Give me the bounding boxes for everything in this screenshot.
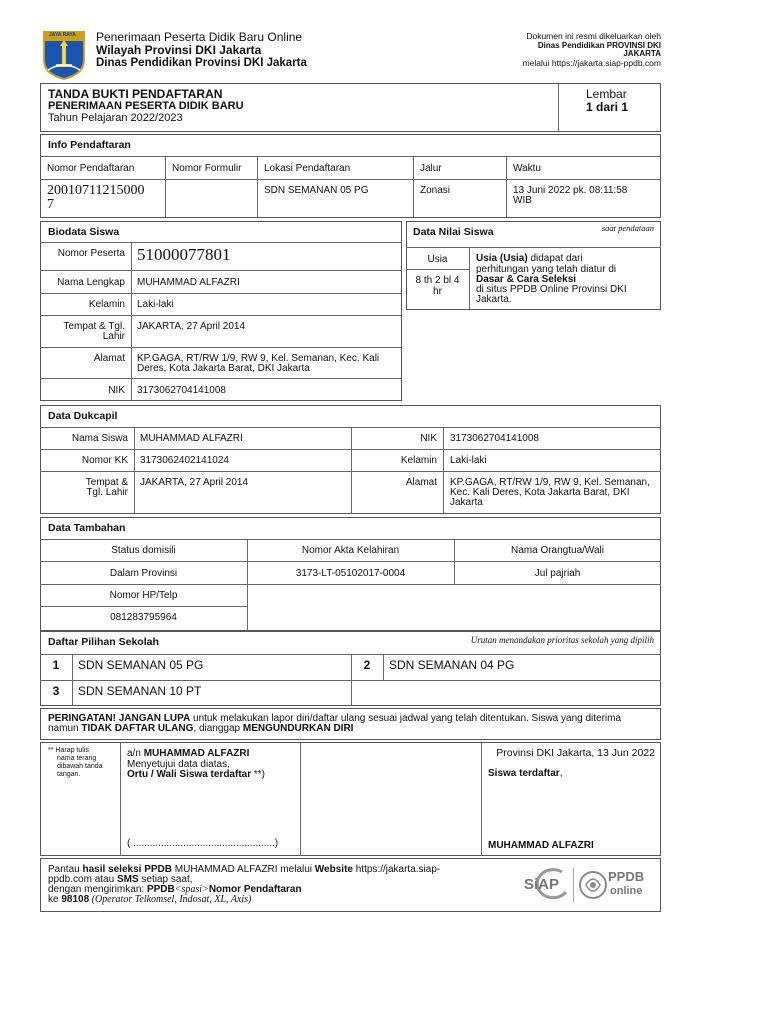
siap-logo bbox=[522, 868, 570, 902]
signature-note-2: nama terang bbox=[57, 755, 97, 762]
footer-bold-5: Nomor Pendaftaran bbox=[208, 884, 302, 895]
usia-desc-bold: Usia (Usia) bbox=[476, 253, 528, 264]
info-section-title: Info Pendaftaran bbox=[48, 139, 131, 151]
footer-text-3: https://jakarta.siap- bbox=[352, 864, 441, 875]
signature-ortu-label: Ortu / Wali Siswa terdaftar bbox=[127, 769, 252, 780]
header-nomor-hp: Nomor HP/Telp bbox=[109, 590, 178, 601]
dk-kk-value: 3173062402141024 bbox=[140, 455, 229, 466]
signature-ortu bbox=[127, 769, 265, 780]
warning-text-1: untuk melakukan lapor diri/daftar ulang sesuai jadwal yang telah ditentukan. Siswa yang diterima bbox=[190, 713, 622, 724]
pilihan-number: 3 bbox=[52, 684, 60, 698]
header-right-1: Dokumen ini resmi dikeluarkan oleh bbox=[526, 31, 661, 41]
header-nomor-pendaftaran: Nomor Pendaftaran bbox=[47, 163, 135, 174]
header-right-2: Dinas Pendidikan PROVINSI DKI bbox=[537, 41, 661, 50]
dk-alamat-value-2: Kec. Kali Deres, Kota Jakarta Barat, DKI bbox=[450, 487, 630, 498]
signature-agree: Menyetujui data diatas, bbox=[127, 759, 230, 770]
signature-note-3: dibawah tanda bbox=[57, 763, 103, 770]
sheet-value: 1 dari 1 bbox=[586, 100, 629, 114]
jakarta-logo bbox=[42, 30, 86, 80]
footer-bold-2: Website bbox=[314, 864, 353, 875]
dk-alamat-value-3: Jakarta bbox=[450, 497, 483, 508]
school-year: Tahun Pelajaran 2022/2023 bbox=[48, 112, 183, 124]
warning-text-2: namun bbox=[48, 723, 82, 734]
label-usia: Usia bbox=[427, 254, 448, 265]
nilai-section-title: Data Nilai Siswa bbox=[413, 226, 494, 238]
sheet-label: Lembar bbox=[586, 87, 627, 101]
usia-desc bbox=[476, 253, 583, 264]
ttl-value: JAKARTA, 27 April 2014 bbox=[137, 321, 246, 332]
alamat-value: KP.GAGA, RT/RW 1/9, RW 9, Kel. Semanan, Kec. Kali bbox=[137, 353, 380, 364]
footer-text-2: MUHAMMAD ALFAZRI melalui bbox=[171, 864, 315, 875]
signature-an bbox=[127, 748, 249, 759]
document-subtitle: PENERIMAAN PESERTA DIDIK BARU bbox=[48, 100, 244, 112]
dk-label-alamat: Alamat bbox=[405, 477, 437, 488]
signature-note: ** Harap tulis bbox=[48, 747, 89, 754]
header-jalur: Jalur bbox=[420, 163, 442, 174]
header-status-domisili: Status domisili bbox=[111, 545, 176, 556]
footer-text-4: ppdb.com atau bbox=[48, 874, 117, 885]
usia-desc-5: Jakarta. bbox=[476, 294, 512, 305]
signature-siswa bbox=[488, 768, 562, 779]
orangtua-value: Jul pajriah bbox=[534, 568, 581, 579]
header-lokasi: Lokasi Pendaftaran bbox=[264, 163, 351, 174]
dk-label-ttl-cont: Tgl. Lahir bbox=[86, 487, 128, 498]
ppdb-online-logo bbox=[578, 864, 650, 906]
biodata-section-title: Biodata Siswa bbox=[48, 226, 120, 238]
waktu-value: 13 Juni 2022 pk. 08:11:58 bbox=[513, 185, 628, 196]
dk-ttl-value: JAKARTA, 27 April 2014 bbox=[140, 477, 249, 488]
header-orangtua: Nama Orangtua/Wali bbox=[511, 545, 604, 556]
lokasi-value: SDN SEMANAN 05 PG bbox=[264, 185, 369, 196]
signature-ortu-suffix: **) bbox=[251, 769, 266, 780]
nik-value: 3173062704141008 bbox=[137, 385, 226, 396]
nomor-pendaftaran-value-cont: 7 bbox=[47, 197, 54, 212]
header-right-3: JAKARTA bbox=[623, 49, 661, 58]
dukcapil-section-title: Data Dukcapil bbox=[48, 410, 118, 422]
footer-text-1: Pantau bbox=[48, 864, 83, 875]
signature-note-4: tangan. bbox=[57, 771, 81, 778]
akta-value: 3173-LT-05102017-0004 bbox=[295, 568, 406, 579]
dk-nama-value: MUHAMMAD ALFAZRI bbox=[140, 433, 243, 444]
dk-alamat-value: KP.GAGA, RT/RW 1/9, RW 9, Kel. Semanan, bbox=[450, 477, 650, 488]
footer-bold-6: 98108 bbox=[61, 894, 90, 905]
label-alamat: Alamat bbox=[93, 353, 125, 364]
signature-an-prefix: a/n bbox=[127, 748, 144, 759]
usia-value-cont: hr bbox=[433, 286, 442, 297]
domisili-value: Dalam Provinsi bbox=[109, 568, 178, 579]
label-nama-lengkap: Nama Lengkap bbox=[57, 277, 125, 288]
document-title: TANDA BUKTI PENDAFTARAN bbox=[48, 87, 223, 101]
footer-text-5: setiap saat, bbox=[138, 874, 193, 885]
usia-desc-2: perhitungan yang telah diatur di bbox=[476, 264, 617, 275]
dk-label-ttl: Tempat & bbox=[85, 477, 128, 488]
usia-desc-text: didapat dari bbox=[527, 253, 583, 264]
header-nomor-formulir: Nomor Formulir bbox=[172, 163, 242, 174]
nama-lengkap-value: MUHAMMAD ALFAZRI bbox=[137, 277, 240, 288]
usia-desc-4: di situs PPDB Online Provinsi DKI bbox=[476, 284, 627, 295]
header-akta: Nomor Akta Kelahiran bbox=[301, 545, 400, 556]
signature-siswa-label: Siswa terdaftar bbox=[488, 768, 560, 779]
label-kelamin: Kelamin bbox=[88, 299, 125, 310]
footer-italic-2: (Operator Telkomsel, Indosat, XL, Axis) bbox=[89, 894, 252, 905]
label-nik: NIK bbox=[108, 385, 125, 396]
signature-siswa-name: MUHAMMAD ALFAZRI bbox=[488, 840, 594, 851]
footer-text-7: ke bbox=[48, 894, 62, 905]
warning-bold-1: PERINGATAN! JANGAN LUPA bbox=[48, 713, 191, 724]
header-waktu: Waktu bbox=[513, 163, 541, 174]
header-line-1: Penerimaan Peserta Didik Baru Online bbox=[96, 30, 303, 44]
tambahan-section-title: Data Tambahan bbox=[48, 522, 126, 534]
kelamin-value: Laki-laki bbox=[137, 299, 174, 310]
usia-desc-link[interactable]: Dasar & Cara Seleksi bbox=[476, 274, 577, 285]
warning-text-3: , dianggap bbox=[193, 723, 243, 734]
jalur-value: Zonasi bbox=[420, 185, 451, 196]
footer-bold-1: hasil seleksi PPDB bbox=[82, 864, 172, 875]
header-line-3: Dinas Pendidikan Provinsi DKI Jakarta bbox=[96, 57, 307, 69]
info-pendaftaran-section bbox=[40, 134, 661, 218]
label-nomor-peserta: Nomor Peserta bbox=[57, 248, 125, 259]
logo-text: JAYA RAYA bbox=[49, 32, 76, 38]
pilihan-school: SDN SEMANAN 04 PG bbox=[389, 658, 515, 672]
nomor-hp-value: 081283795964 bbox=[110, 612, 177, 623]
warning-bold-3: MENGUNDURKAN DIRI bbox=[242, 723, 354, 734]
footer-italic-1: <spasi> bbox=[174, 884, 209, 895]
header-right-4: melalui https://jakarta.siap-ppdb.com bbox=[522, 58, 661, 68]
footer-text-6: dengan mengirimkan: bbox=[48, 884, 147, 895]
usia-value: 8 th 2 bl 4 bbox=[415, 275, 460, 286]
nomor-peserta-value: 51000077801 bbox=[137, 245, 231, 264]
pilihan-note: Urutan menandakan prioritas sekolah yang dipilih bbox=[470, 635, 654, 645]
ppdb-logo-text: PPDB bbox=[608, 869, 645, 884]
nilai-note: saat pendataan bbox=[601, 223, 654, 233]
footer-line-4 bbox=[48, 894, 251, 905]
pilihan-school: SDN SEMANAN 10 PT bbox=[78, 684, 202, 698]
signature-an-name: MUHAMMAD ALFAZRI bbox=[143, 748, 250, 759]
pilihan-school: SDN SEMANAN 05 PG bbox=[78, 658, 204, 672]
online-logo-text: online bbox=[610, 885, 643, 897]
signature-siswa-suffix: , bbox=[559, 768, 563, 779]
warning-line-2 bbox=[48, 723, 353, 734]
dk-label-kk: Nomor KK bbox=[81, 455, 128, 466]
signature-dots: ( ...................................................) bbox=[127, 838, 279, 849]
dk-label-kelamin: Kelamin bbox=[400, 455, 437, 466]
pilihan-number: 1 bbox=[52, 658, 60, 672]
dk-label-nama: Nama Siswa bbox=[71, 433, 128, 444]
dk-nik-value: 3173062704141008 bbox=[450, 433, 539, 444]
warning-bold-2: TIDAK DAFTAR ULANG bbox=[81, 723, 194, 734]
waktu-value-cont: WIB bbox=[513, 195, 532, 206]
footer-bold-4: PPDB bbox=[146, 884, 175, 895]
pilihan-section-title: Daftar Pilihan Sekolah bbox=[48, 636, 159, 648]
label-ttl: Tempat & Tgl. bbox=[63, 321, 125, 332]
nomor-pendaftaran-value: 20010711215000 bbox=[47, 183, 145, 198]
dk-kelamin-value: Laki-laki bbox=[450, 455, 487, 466]
pilihan-number: 2 bbox=[363, 658, 371, 672]
alamat-value-cont: Deres, Kota Jakarta Barat, DKI Jakarta bbox=[137, 363, 310, 374]
siap-logo-text: SiAP bbox=[524, 876, 560, 893]
footer-bold-3: SMS bbox=[116, 874, 139, 885]
header-line-2: Wilayah Provinsi DKI Jakarta bbox=[96, 43, 262, 57]
label-ttl-cont: Lahir bbox=[102, 331, 125, 342]
dk-label-nik: NIK bbox=[420, 433, 437, 444]
signature-place-date: Provinsi DKI Jakarta, 13 Jun 2022 bbox=[496, 747, 655, 759]
